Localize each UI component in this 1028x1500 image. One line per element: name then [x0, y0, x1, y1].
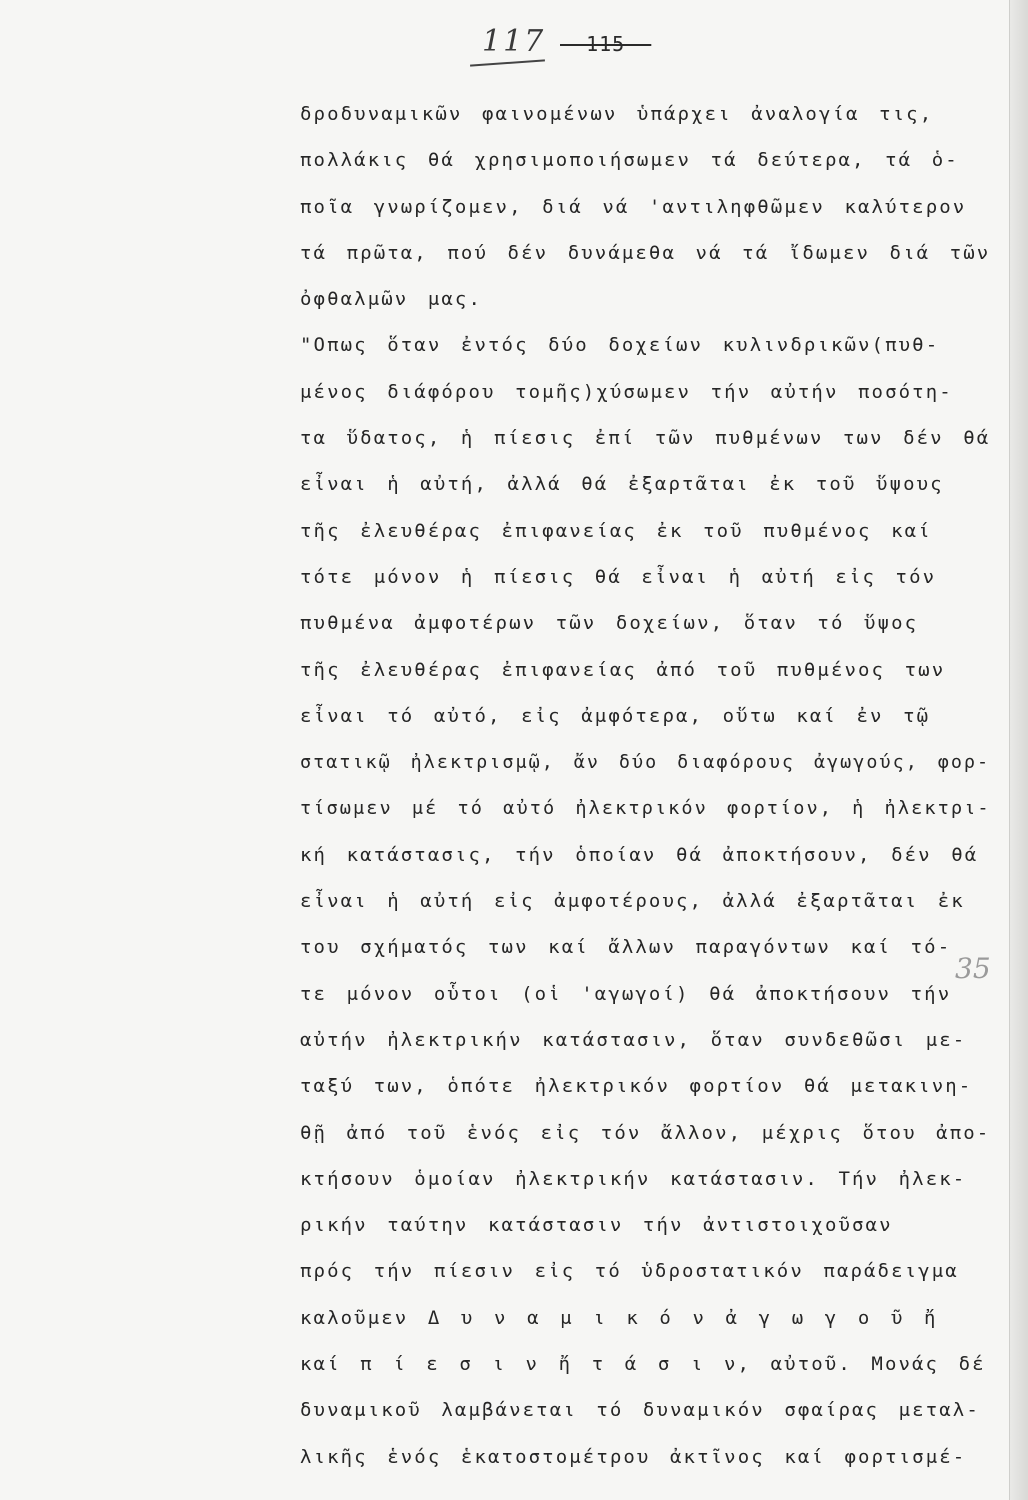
text-line: πυθμένα ἀμφοτέρων τῶν δοχείων, ὅταν τό ὕψος	[300, 612, 919, 635]
page-edge	[1009, 0, 1028, 1500]
text-line: ταξύ των, ὁπότε ἠλεκτρικόν φορτίον θά μετακινη-	[300, 1075, 973, 1098]
text-line: τα ὕδατος, ἡ πίεσις ἐπί τῶν πυθμένων των δέν θά	[300, 427, 991, 450]
text-line: "Οπως ὅταν ἐντός δύο δοχείων κυλινδρικῶν(πυθ-	[300, 334, 940, 357]
text-line: τῆς ἐλευθέρας ἐπιφανείας ἀπό τοῦ πυθμένος των	[300, 658, 946, 681]
text-line: τίσωμεν μέ τό αὐτό ἠλεκτρικόν φορτίον, ἡ ἠλεκτρι-	[300, 797, 991, 820]
text-line: ὀφθαλμῶν μας.	[300, 288, 483, 311]
text-line: κή κατάστασις, τήν ὁποίαν θά ἀποκτήσουν, δέν θά	[300, 843, 979, 866]
margin-note: 35	[955, 952, 991, 985]
text-line: ποῖα γνωρίζομεν, διά νά 'αντιληφθῶμεν καλύτερον	[300, 195, 967, 218]
text-line: εἶναι ἡ αὐτή εἰς ἀμφοτέρους, ἀλλά ἐξαρτᾶται ἐκ	[300, 890, 965, 913]
text-line: του σχήματός των καί ἄλλων παραγόντων καί τό-	[300, 936, 952, 959]
typed-body-text	[300, 91, 991, 1480]
text-line: λικῆς ἑνός ἑκατοστομέτρου ἀκτῖνος καί φορτισμέ-	[300, 1445, 967, 1468]
text-line: τε μόνον οὗτοι (οἱ 'αγωγοί) θά ἀποκτήσουν τήν	[300, 982, 952, 1005]
handwritten-page-number: 117	[482, 24, 546, 59]
text-line: καί π ί ε σ ι ν ἤ τ ά σ ι ν, αὐτοῦ. Μονάς δέ	[300, 1353, 986, 1376]
text-line: μένος διάφόρου τομῆς)χύσωμεν τήν αὐτήν ποσότη-	[300, 380, 953, 403]
text-line: τῆς ἐλευθέρας ἐπιφανείας ἐκ τοῦ πυθμένος καί	[300, 519, 932, 542]
text-line: πολλάκις θά χρησιμοποιήσωμεν τά δεύτερα, τά ὁ-	[300, 149, 959, 172]
typed-page-number	[560, 32, 651, 56]
text-line: εἶναι τό αὐτό, εἰς ἀμφότερα, οὕτω καί ἐν τῷ	[300, 704, 931, 727]
text-line: ρικήν ταύτην κατάστασιν τήν ἀντιστοιχοῦσαν	[300, 1214, 893, 1237]
struck-page-number: - 115 -	[560, 32, 652, 56]
text-line: πρός τήν πίεσιν εἰς τό ὑδροστατικόν παράδειγμα	[300, 1260, 959, 1283]
text-line: τά πρῶτα, πού δέν δυνάμεθα νά τά ἴδωμεν διά τῶν	[300, 241, 991, 264]
handwritten-underline	[470, 59, 545, 66]
text-line: θῇ ἀπό τοῦ ἑνός εἰς τόν ἄλλον, μέχρις ὅτου ἀπο-	[300, 1121, 991, 1144]
text-line: στατικῷ ἠλεκτρισμῷ, ἄν δύο διαφόρους ἀγωγούς, φορ-	[300, 751, 991, 774]
text-line: κτήσουν ὁμοίαν ἠλεκτρικήν κατάστασιν. Τήν ἠλεκ-	[300, 1167, 967, 1190]
text-line: εἶναι ἡ αὐτή, ἀλλά θά ἐξαρτᾶται ἐκ τοῦ ὕψους	[300, 473, 944, 496]
page-header	[470, 22, 690, 72]
text-line: δροδυναμικῶν φαινομένων ὑπάρχει ἀναλογία τις,	[300, 103, 934, 125]
text-line: αὐτήν ἠλεκτρικήν κατάστασιν, ὅταν συνδεθῶσι με-	[300, 1028, 967, 1051]
text-line: δυναμικοῦ λαμβάνεται τό δυναμικόν σφαίρας μεταλ-	[300, 1399, 980, 1422]
text-line: τότε μόνον ἡ πίεσις θά εἶναι ἡ αὐτή εἰς τόν	[300, 565, 937, 588]
text-line: καλοῦμεν Δ υ ν α μ ι κ ό ν ἀ γ ω γ ο ῦ ἤ	[300, 1306, 938, 1329]
